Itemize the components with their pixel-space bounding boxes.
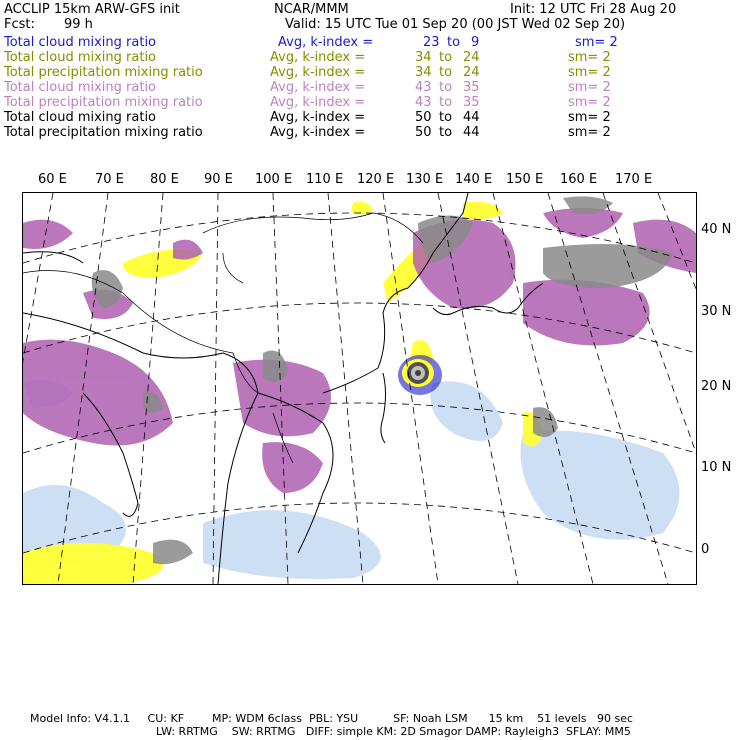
forecast-hour: 99 h [64,17,93,32]
field-to-word: to [439,80,453,95]
field-avg-label: Avg, k-index = [270,80,366,95]
latitude-label: 30 N [701,304,732,319]
model-physics: LW: RRTMG SW: RRTMG DIFF: simple KM: 2D Smagor DAMP: Rayleigh3 SFLAY: MM5 [156,725,631,738]
longitude-label: 100 E [255,172,293,187]
typhoon-icon [398,355,442,395]
field-to: 44 [463,125,480,140]
field-sm: sm= 2 [568,65,611,80]
field-from: 43 [415,80,432,95]
latitude-label: 10 N [701,460,732,475]
longitude-label: 150 E [506,172,544,187]
field-to-word: to [439,110,453,125]
field-sm: sm= 2 [575,35,618,50]
field-name: Total precipitation mixing ratio [4,125,203,140]
field-from: 50 [415,110,432,125]
field-sm: sm= 2 [568,95,611,110]
longitude-label: 160 E [560,172,598,187]
latitude-label: 20 N [701,379,732,394]
field-to-word: to [439,125,453,140]
longitude-label: 70 E [95,172,124,187]
field-to-word: to [447,35,461,50]
field-name: Total cloud mixing ratio [4,35,157,50]
field-sm: sm= 2 [568,110,611,125]
field-name: Total cloud mixing ratio [4,110,157,125]
longitude-label: 60 E [38,172,67,187]
field-sm: sm= 2 [568,50,611,65]
field-name: Total precipitation mixing ratio [4,95,203,110]
field-sm: sm= 2 [568,80,611,95]
model-title: ACCLIP 15km ARW-GFS init [4,2,180,17]
field-name: Total cloud mixing ratio [4,80,157,95]
field-to: 24 [463,65,480,80]
longitude-label: 170 E [615,172,653,187]
field-avg-label: Avg, k-index = [270,125,366,140]
longitude-label: 90 E [204,172,233,187]
field-from: 34 [415,65,432,80]
field-name: Total precipitation mixing ratio [4,65,203,80]
field-avg-label: Avg, k-index = [270,65,366,80]
field-to-word: to [439,50,453,65]
field-avg-label: Avg, k-index = [270,95,366,110]
longitude-label: 80 E [150,172,179,187]
field-to-word: to [439,95,453,110]
field-to: 35 [463,80,480,95]
field-to-word: to [439,65,453,80]
field-avg-label: Avg, k-index = [270,110,366,125]
valid-time: Valid: 15 UTC Tue 01 Sep 20 (00 JST Wed 02 Sep 20) [285,17,626,32]
field-name: Total cloud mixing ratio [4,50,157,65]
field-from: 50 [415,125,432,140]
field-from: 34 [415,50,432,65]
field-to: 35 [463,95,480,110]
field-avg-label: Avg, k-index = [278,35,374,50]
field-sm: sm= 2 [568,125,611,140]
latitude-label: 40 N [701,222,732,237]
forecast-label: Fcst: [4,17,35,32]
field-avg-label: Avg, k-index = [270,50,366,65]
longitude-label: 120 E [357,172,395,187]
map-panel [22,192,697,585]
field-to: 44 [463,110,480,125]
map-canvas [23,193,696,584]
longitude-label: 110 E [306,172,344,187]
field-from: 23 [423,35,440,50]
field-from: 43 [415,95,432,110]
longitude-label: 130 E [406,172,444,187]
longitude-label: 140 E [455,172,493,187]
init-time: Init: 12 UTC Fri 28 Aug 20 [510,2,677,17]
model-info: Model Info: V4.1.1 CU: KF MP: WDM 6class PBL: YSU SF: Noah LSM 15 km 51 levels 90 sec [30,712,634,725]
field-to: 24 [463,50,480,65]
latitude-label: 0 [701,542,710,557]
field-to: 9 [471,35,480,50]
center-label: NCAR/MMM [274,2,349,17]
